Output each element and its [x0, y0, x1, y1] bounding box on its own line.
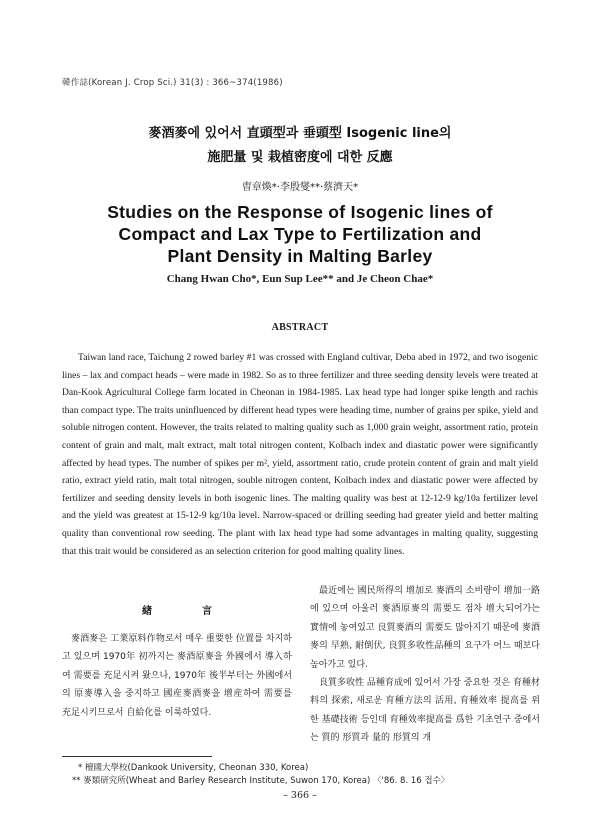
korean-title-line2: 施肥量 및 栽植密度에 대한 反應	[207, 150, 393, 165]
abstract-body: Taiwan land race, Taichung 2 rowed barley #1 was crossed with England cultivar, Deba abed in 1972, and two isogenic lines – lax and compact heads – were made in 1982. So as to three fertilizer and three seeding density levels were treated at Dan-Kook Agricultural College farm located in Cheonan in 1984-1985. Lax head type had longer spike length and rachis than compact type. The traits uninfluenced by different head types were heading time, number of grains per spike, yield and soluble nitrogen content. However, the traits related to malting quality such as 1,000 grain weight, assortment ratio, protein content of grain and malt, malt extract, malt total nitrogen content, Kolbach index and diastatic power were significantly affected by head types. The number of spikes per m², yield, assortment ratio, crude protein content of grain and malt yield ratio, extract yield ratio, malt total nitrogen, souble nitrogen content, Kolbach index and diastatic power were affected by fertilizer and seeding density levels in both isogenic lines. The malting quality was best at 12-12-9 kg/10a fertilizer level and the yield was greatest at 15-12-9 kg/10a level. Narrow-spaced or drilling seeding had greater yield and better malting quality than conventional row seeding. The plant with lax head type had some advantages in malting quality, suggesting that this trait would be considered as an selection criterion for good malting quality lines.	[62, 352, 538, 557]
english-title-line1: Studies on the Response of Isogenic lines of	[107, 202, 493, 222]
abstract-heading: ABSTRACT	[271, 322, 329, 333]
footnote-affiliation-2: ** 麥類研究所(Wheat and Barley Research Institute, Suwon 170, Korea) 〈'86. 8. 16 접수〉	[72, 776, 450, 786]
english-title-line3: Plant Density in Malting Barley	[167, 246, 433, 266]
introduction-right-paragraph-2: 良質多收性 品種育成에 있어서 가장 중요한 것은 育種材料의 探索, 새로운 育種方法의 活用, 育種效率 提高를 위한 基礎技術 등인데 育種效率提高를 爲한 기초연구 중에서는 質的 形質과 量的 形質의 개	[310, 678, 540, 744]
english-authors: Chang Hwan Cho*, Eun Sup Lee** and Je Cheon Chae*	[166, 273, 434, 285]
footnote-divider	[62, 756, 212, 757]
introduction-heading: 緖言	[142, 606, 262, 617]
footnote-affiliation-1: * 檀國大學校(Dankook University, Cheonan 330, Korea)	[78, 763, 309, 773]
journal-reference: 韓作誌(Korean J. Crop Sci.) 31(3) : 366~374(1986)	[62, 78, 283, 88]
page-number: – 366 –	[283, 790, 317, 801]
korean-title-line1: 麥酒麥에 있어서 直頭型과 垂頭型 Isogenic line의	[148, 126, 452, 141]
english-title-line2: Compact and Lax Type to Fertilization and	[118, 224, 482, 244]
introduction-right-paragraph-1: 最近에는 國民所得의 增加로 麥酒의 소비량이 增加一路에 있으며 아울러 麥酒原麥의 需要도 점차 增大되어가는 實情에 놓여있고 良質麥酒의 需要도 많아지기 때문에 麥酒麥의 早熟, 耐倒伏, 良質多收性品種의 요구가 어느 때보다 높아가고 있다.	[310, 586, 540, 670]
introduction-left-paragraph: 麥酒麥은 工業原料作物로서 매우 重要한 位置를 차지하고 있으며 1970年 初까지는 麥酒原麥을 外國에서 導入하여 需要를 充足시켜 왔으나, 1970年 後半부터는 外國에서의 原麥導入을 중지하고 國産麥酒麥을 增産하여 需要를 充足시키므로서 自給化를 이룩하였다.	[62, 634, 292, 718]
korean-authors: 曺章煥*·李殷燮**·蔡濟天*	[241, 182, 359, 193]
